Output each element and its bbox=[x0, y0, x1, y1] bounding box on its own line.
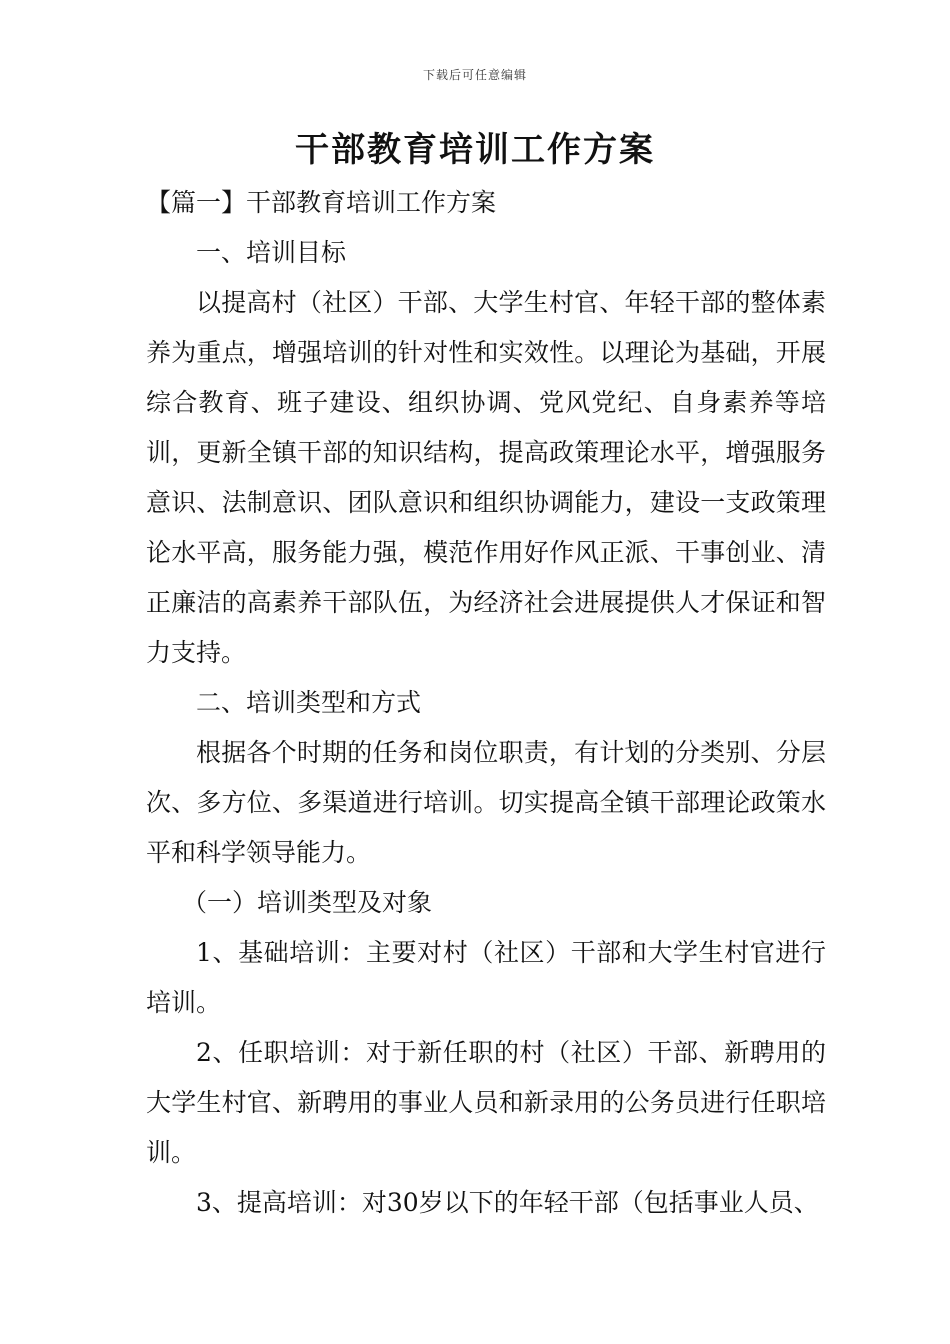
heading-training-type: 二、培训类型和方式 bbox=[196, 688, 422, 717]
heading-training-goal: 一、培训目标 bbox=[196, 238, 347, 267]
paragraph-training-goal: 以提高村（社区）干部、大学生村官、年轻干部的整体素养为重点，增强培训的针对性和实效性。以理论为基础，开展综合教育、班子建设、组织协调、党风党纪、自身素养等培训，更新全镇干部的知识结构，提高政策理论水平，增强服务意识、法制意识、团队意识和组织协调能力，建设一支政策理论水平高，服务能力强，模范作用好作风正派、干事创业、清正廉洁的高素养干部队伍，为经济社会进展提供人才保证和智力支持。 bbox=[146, 288, 826, 667]
paragraph-onboarding-training: 2、任职培训：对于新任职的村（社区）干部、新聘用的大学生村官、新聘用的事业人员和新录用的公务员进行任职培训。 bbox=[146, 1038, 826, 1167]
paragraph-training-type: 根据各个时期的任务和岗位职责，有计划的分类别、分层次、多方位、多渠道进行培训。切实提高全镇干部理论政策水平和科学领导能力。 bbox=[146, 738, 826, 867]
header-note: 下载后可任意编辑 bbox=[422, 68, 527, 82]
subheading-training-objects: （一）培训类型及对象 bbox=[182, 888, 433, 917]
document-body bbox=[146, 178, 826, 1228]
paragraph-basic-training: 1、基础培训：主要对村（社区）干部和大学生村官进行培训。 bbox=[146, 938, 826, 1017]
page-title: 干部教育培训工作方案 bbox=[295, 130, 655, 170]
section-label: 【篇一】干部教育培训工作方案 bbox=[146, 188, 497, 217]
paragraph-advanced-training: 3、提高培训：对30岁以下的年轻干部（包括事业人员、 bbox=[196, 1188, 819, 1217]
